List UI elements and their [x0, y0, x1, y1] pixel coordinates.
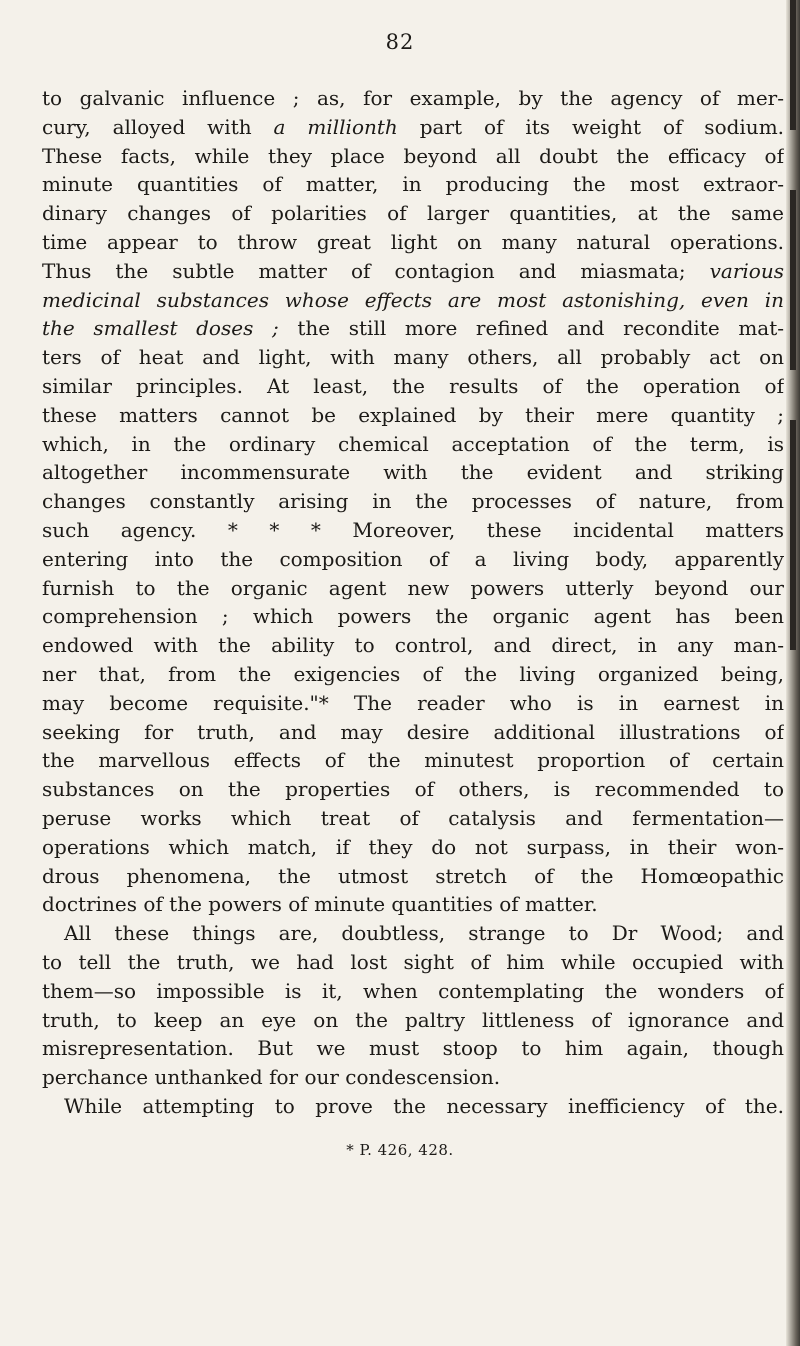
text-line [42, 516, 784, 545]
text-segment: dinary changes of polarities of larger quantities, at the same [42, 201, 784, 226]
text-segment: ters of heat and light, with many others, all probably act on [42, 345, 784, 370]
text-line [42, 977, 784, 1006]
text-line [42, 660, 784, 689]
text-segment: the still more refined and recondite mat- [278, 316, 784, 341]
text-segment: time appear to throw great light on many natural operations. [42, 229, 784, 254]
text-segment: perchance unthanked for our condescension. [42, 1065, 501, 1090]
text-segment: which, in the ordinary chemical acceptation of the term, is [42, 431, 784, 456]
text-segment: peruse works which treat of catalysis and fermentation— [42, 805, 784, 830]
text-line [42, 372, 784, 401]
body-text [42, 84, 784, 1121]
text-segment: All these things are, doubtless, strange to Dr Wood; and [64, 921, 784, 946]
italic-text: a millionth [273, 114, 398, 139]
text-line [42, 718, 784, 747]
text-segment: them—so impossible is it, when contemplating the wonders of [42, 978, 784, 1003]
text-segment: endowed with the ability to control, and direct, in any man- [42, 633, 784, 658]
text-segment: While attempting to prove the necessary inefficiency of the. [64, 1093, 784, 1118]
italic-text: the smallest doses ; [42, 316, 279, 341]
italic-text: medicinal substances whose effects are most astonishing, even in [42, 287, 784, 312]
text-line [42, 1034, 784, 1063]
text-line [42, 199, 784, 228]
text-line [42, 862, 784, 891]
text-line [42, 170, 784, 199]
text-line [42, 574, 784, 603]
page-number: 82 [385, 30, 415, 54]
text-segment: entering into the composition of a living body, apparently [42, 546, 784, 571]
text-segment: comprehension ; which powers the organic agent has been [42, 604, 784, 629]
binding-shadow-mark [790, 420, 796, 650]
text-line [42, 458, 784, 487]
text-line [42, 1092, 784, 1121]
text-segment: ner that, from the exigencies of the living organized being, [42, 661, 784, 686]
text-line [42, 1006, 784, 1035]
text-line [42, 84, 784, 113]
text-line [42, 228, 784, 257]
text-line [42, 487, 784, 516]
text-segment: these matters cannot be explained by their mere quantity ; [42, 402, 784, 427]
text-line [42, 919, 784, 948]
binding-shadow-mark [790, 0, 796, 130]
text-segment: cury, alloyed with [42, 114, 274, 139]
footnote: * P. 426, 428. [346, 1141, 454, 1159]
text-line [42, 689, 784, 718]
text-line [42, 257, 784, 286]
text-segment: doctrines of the powers of minute quantities of matter. [42, 892, 598, 917]
text-segment: part of its weight of sodium. [397, 114, 784, 139]
text-segment: Thus the subtle matter of contagion and miasmata; [42, 258, 710, 283]
text-segment: may become requisite."* The reader who is in earnest in [42, 690, 784, 715]
binding-shadow-mark [790, 190, 796, 370]
text-segment: similar principles. At least, the results of the operation of [42, 373, 784, 398]
text-line [42, 314, 784, 343]
text-line [42, 113, 784, 142]
text-segment: drous phenomena, the utmost stretch of the Homœopathic [42, 863, 784, 888]
text-segment: substances on the properties of others, is recommended to [42, 777, 784, 802]
text-line [42, 833, 784, 862]
italic-text: various [709, 258, 784, 283]
text-line [42, 142, 784, 171]
text-segment: altogether incommensurate with the evident and striking [42, 460, 784, 485]
text-line [42, 401, 784, 430]
text-segment: furnish to the organic agent new powers utterly beyond our [42, 575, 784, 600]
text-line [42, 746, 784, 775]
text-segment: truth, to keep an eye on the paltry littleness of ignorance and [42, 1007, 784, 1032]
text-segment: minute quantities of matter, in producing the most extraor- [42, 172, 784, 197]
text-line [42, 430, 784, 459]
text-line [42, 1063, 784, 1092]
text-line [42, 775, 784, 804]
text-line [42, 804, 784, 833]
text-line [42, 602, 784, 631]
text-line [42, 286, 784, 315]
text-line [42, 890, 784, 919]
text-line [42, 631, 784, 660]
text-segment: operations which match, if they do not surpass, in their won- [42, 834, 784, 859]
text-segment: changes constantly arising in the processes of nature, from [42, 489, 784, 514]
text-line [42, 948, 784, 977]
text-segment: These facts, while they place beyond all doubt the efficacy of [42, 143, 784, 168]
text-segment: to tell the truth, we had lost sight of him while occupied with [42, 949, 784, 974]
text-segment: seeking for truth, and may desire additional illustrations of [42, 719, 784, 744]
text-segment: to galvanic influence ; as, for example, by the agency of mer- [42, 86, 784, 110]
text-line [42, 545, 784, 574]
text-line [42, 343, 784, 372]
text-segment: misrepresentation. But we must stoop to him again, though [42, 1036, 784, 1061]
page-binding-edge [786, 0, 800, 1346]
text-segment: the marvellous effects of the minutest proportion of certain [42, 748, 784, 773]
text-segment: such agency. * * * Moreover, these incidental matters [42, 517, 784, 542]
